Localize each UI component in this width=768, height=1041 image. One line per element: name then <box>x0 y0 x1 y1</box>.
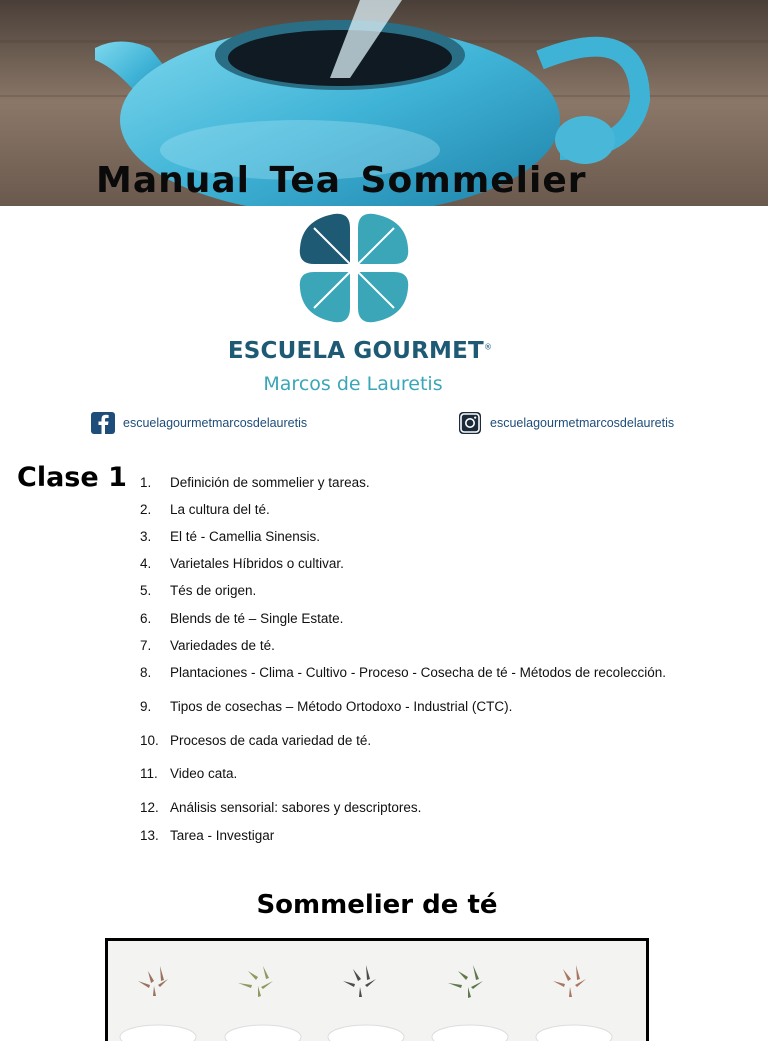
list-item: 8. Plantaciones - Clima - Cultivo - Proceso - Cosecha de té - Métodos de recolección. <box>140 665 666 680</box>
brand-subtitle: Marcos de Lauretis <box>263 373 443 395</box>
list-item: 9. Tipos de cosechas – Método Ortodoxo - Industrial (CTC). <box>140 699 513 714</box>
list-item: 13. Tarea - Investigar <box>140 828 275 843</box>
section-title: Sommelier de té <box>256 890 498 920</box>
facebook-handle: escuelagourmetmarcosdelauretis <box>123 416 308 430</box>
brand-name: ESCUELA GOURMET® <box>227 338 493 364</box>
list-item: 7. Variedades de té. <box>140 638 275 653</box>
tea-leaves-image <box>105 938 649 1041</box>
tea-leaves-bowls-image <box>108 941 646 1041</box>
instagram-link[interactable] <box>458 412 674 434</box>
class-heading: Clase 1 <box>17 462 127 493</box>
list-item: 2. La cultura del té. <box>140 502 270 517</box>
four-petal-leaf-logo <box>298 212 410 324</box>
list-item: 10. Procesos de cada variedad de té. <box>140 733 372 748</box>
list-item: 3. El té - Camellia Sinensis. <box>140 529 321 544</box>
facebook-link[interactable] <box>91 412 307 434</box>
instagram-handle: escuelagourmetmarcosdelauretis <box>490 416 675 430</box>
facebook-icon <box>91 412 115 434</box>
hero-banner <box>0 0 768 206</box>
list-item: 12. Análisis sensorial: sabores y descriptores. <box>140 800 422 815</box>
list-item: 5. Tés de origen. <box>140 583 257 598</box>
list-item: 6. Blends de té – Single Estate. <box>140 611 344 626</box>
instagram-icon <box>458 412 482 434</box>
list-item: 4. Varietales Híbridos o cultivar. <box>140 556 344 571</box>
list-item: 1. Definición de sommelier y tareas. <box>140 475 370 490</box>
list-item: 11. Video cata. <box>140 766 238 781</box>
page-title: Manual Tea Sommelier <box>96 160 587 201</box>
